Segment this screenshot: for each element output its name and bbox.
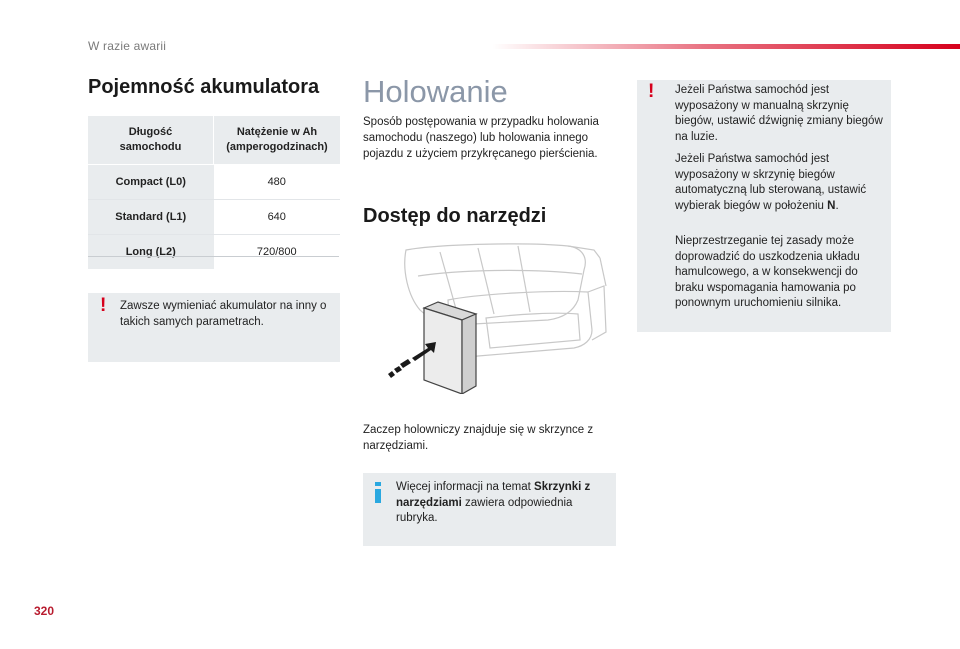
gearbox-warning-p2: Jeżeli Państwa samochód jest wyposażony w skrzynię biegów automatyczną lub sterowaną, ustawić wybierak biegów w położeniu N. bbox=[675, 153, 867, 212]
towing-title: Holowanie bbox=[363, 74, 508, 109]
table-header-length: Długość samochodu bbox=[88, 116, 214, 165]
table-header-capacity: Natężenie w Ah (amperogodzinach) bbox=[214, 116, 341, 165]
table-cell-capacity: 720/800 bbox=[214, 235, 341, 270]
header-accent-bar bbox=[492, 44, 960, 49]
gearbox-warning-p3: Nieprzestrzeganie tej zasady może doprowadzić do uszkodzenia układu hamulcowego, a w konsekwencji do braku wspomagania hamowania po ponownym uruchomieniu silnika. bbox=[675, 235, 860, 309]
tools-title: Dostęp do narzędzi bbox=[363, 205, 547, 227]
gearbox-warning-box bbox=[637, 80, 891, 332]
table-cell-model: Compact (L0) bbox=[88, 165, 214, 200]
table-cell-capacity: 480 bbox=[214, 165, 341, 200]
table-cell-model: Standard (L1) bbox=[88, 200, 214, 235]
toolbox-illustration bbox=[378, 240, 612, 394]
gearbox-warning-p1: Jeżeli Państwa samochód jest wyposażony w manualną skrzynię biegów, ustawić dźwignię zmiany biegów na luzie. bbox=[675, 84, 883, 143]
page-number: 320 bbox=[34, 604, 55, 618]
tools-text: Zaczep holowniczy znajduje się w skrzynce z narzędziami. bbox=[363, 424, 594, 452]
tools-info-box bbox=[363, 473, 616, 546]
table-cell-capacity: 640 bbox=[214, 200, 341, 235]
battery-warning-box bbox=[88, 293, 340, 362]
tools-info-text: Więcej informacji na temat Skrzynki z narzędziami zawiera odpowiednia rubryka. bbox=[396, 481, 591, 524]
section-label: W razie awarii bbox=[88, 39, 167, 53]
battery-title: Pojemność akumulatora bbox=[88, 76, 320, 98]
warning-icon: ! bbox=[100, 295, 107, 316]
battery-warning-text: Zawsze wymieniać akumulator na inny o takich samych parametrach. bbox=[120, 300, 327, 328]
towing-intro: Sposób postępowania w przypadku holowania samochodu (naszego) lub holowania innego pojazdu z użyciem przykręcanego pierścienia. bbox=[363, 116, 599, 160]
info-icon bbox=[370, 481, 386, 503]
warning-icon: ! bbox=[648, 81, 655, 102]
table-bottom-rule bbox=[88, 116, 339, 257]
table-cell-model: Long (L2) bbox=[88, 235, 214, 270]
